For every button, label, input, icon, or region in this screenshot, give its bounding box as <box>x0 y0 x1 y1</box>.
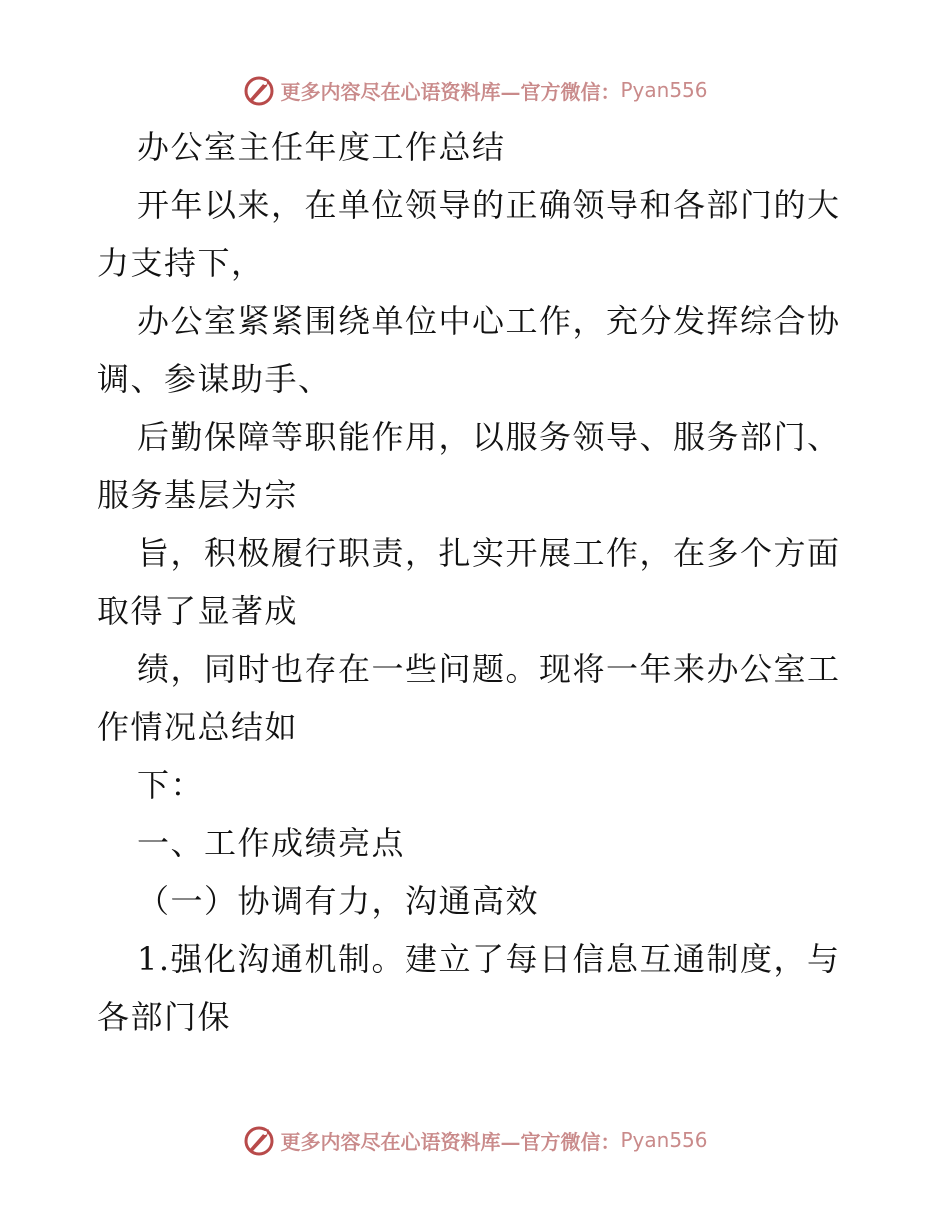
section-heading: 一、工作成绩亮点 <box>137 824 406 862</box>
paragraph-line: 后勤保障等职能作用，以服务领导、服务部门、 <box>137 418 841 456</box>
subsection-heading: （一）协调有力，沟通高效 <box>137 882 540 920</box>
header-banner <box>0 70 950 110</box>
paragraph-line: 绩，同时也存在一些问题。现将一年来办公室工 <box>137 650 841 688</box>
pen-nib-logo-icon <box>242 1123 276 1157</box>
header-banner-text: 更多内容尽在心语资料库—官方微信： <box>280 79 621 104</box>
paragraph-line: 1.强化沟通机制。建立了每日信息互通制度，与 <box>137 940 841 978</box>
paragraph-line: 办公室紧紧围绕单位中心工作，充分发挥综合协 <box>137 302 841 340</box>
paragraph-line: 取得了显著成 <box>97 592 299 630</box>
paragraph-line: 各部门保 <box>97 998 232 1036</box>
footer-banner-text: 更多内容尽在心语资料库—官方微信： <box>280 1129 621 1154</box>
paragraph-line: 旨，积极履行职责，扎实开展工作，在多个方面 <box>137 534 841 572</box>
document-title: 办公室主任年度工作总结 <box>137 128 506 166</box>
paragraph-line: 开年以来，在单位领导的正确领导和各部门的大 <box>137 186 841 224</box>
header-wechat-id: Pyan556 <box>620 78 708 102</box>
paragraph-line: 力支持下， <box>97 244 265 282</box>
paragraph-line: 服务基层为宗 <box>97 476 299 514</box>
footer-banner <box>0 1120 950 1160</box>
paragraph-line: 作情况总结如 <box>97 708 299 746</box>
paragraph-line: 调、参谋助手、 <box>97 360 332 398</box>
paragraph-line: 下： <box>137 766 205 804</box>
document-body <box>97 118 857 1046</box>
pen-nib-logo-icon <box>242 73 276 107</box>
footer-wechat-id: Pyan556 <box>620 1128 708 1152</box>
